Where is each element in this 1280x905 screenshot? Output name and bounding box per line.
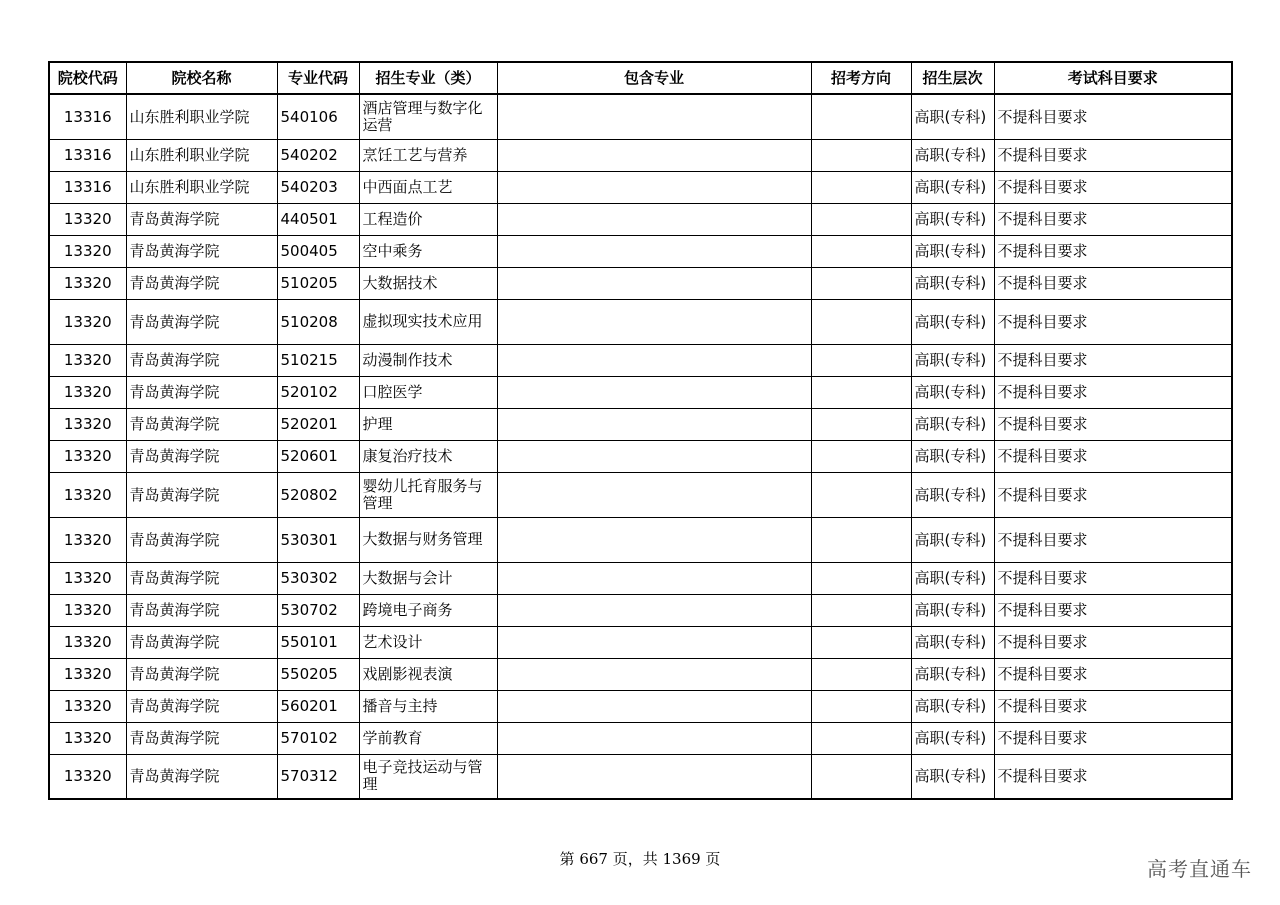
cell-included-majors bbox=[497, 754, 811, 799]
cell-school-code: 13320 bbox=[49, 722, 126, 754]
cell-level: 高职(专科) bbox=[911, 235, 994, 267]
watermark: 高考直通车 bbox=[1147, 857, 1252, 881]
cell-included-majors bbox=[497, 139, 811, 171]
cell-level: 高职(专科) bbox=[911, 690, 994, 722]
cell-school-code: 13320 bbox=[49, 754, 126, 799]
cell-level: 高职(专科) bbox=[911, 171, 994, 203]
cell-direction bbox=[811, 408, 911, 440]
cell-school-code: 13320 bbox=[49, 299, 126, 344]
header-major: 招生专业（类） bbox=[359, 62, 497, 94]
cell-level: 高职(专科) bbox=[911, 562, 994, 594]
header-direction: 招考方向 bbox=[811, 62, 911, 94]
cell-major-code: 540202 bbox=[277, 139, 359, 171]
cell-direction bbox=[811, 376, 911, 408]
cell-direction bbox=[811, 626, 911, 658]
cell-school-name: 青岛黄海学院 bbox=[126, 472, 277, 517]
cell-included-majors bbox=[497, 94, 811, 139]
cell-major-code: 540203 bbox=[277, 171, 359, 203]
cell-direction bbox=[811, 94, 911, 139]
cell-level: 高职(专科) bbox=[911, 594, 994, 626]
header-exam-requirement: 考试科目要求 bbox=[994, 62, 1232, 94]
cell-school-code: 13320 bbox=[49, 626, 126, 658]
cell-level: 高职(专科) bbox=[911, 440, 994, 472]
table-body bbox=[49, 94, 1232, 799]
cell-major: 护理 bbox=[359, 408, 497, 440]
cell-major-code: 510205 bbox=[277, 267, 359, 299]
cell-exam-requirement: 不提科目要求 bbox=[994, 722, 1232, 754]
header-level: 招生层次 bbox=[911, 62, 994, 94]
cell-included-majors bbox=[497, 344, 811, 376]
cell-level: 高职(专科) bbox=[911, 376, 994, 408]
cell-school-name: 山东胜利职业学院 bbox=[126, 139, 277, 171]
cell-school-name: 青岛黄海学院 bbox=[126, 722, 277, 754]
cell-major-code: 530301 bbox=[277, 517, 359, 562]
cell-level: 高职(专科) bbox=[911, 299, 994, 344]
cell-exam-requirement: 不提科目要求 bbox=[994, 139, 1232, 171]
cell-direction bbox=[811, 203, 911, 235]
cell-level: 高职(专科) bbox=[911, 139, 994, 171]
cell-major-code: 520102 bbox=[277, 376, 359, 408]
cell-included-majors bbox=[497, 658, 811, 690]
cell-level: 高职(专科) bbox=[911, 408, 994, 440]
cell-major-code: 510208 bbox=[277, 299, 359, 344]
cell-school-code: 13316 bbox=[49, 139, 126, 171]
cell-school-name: 青岛黄海学院 bbox=[126, 235, 277, 267]
cell-school-name: 青岛黄海学院 bbox=[126, 203, 277, 235]
cell-included-majors bbox=[497, 517, 811, 562]
table-row bbox=[49, 344, 1232, 376]
cell-school-name: 青岛黄海学院 bbox=[126, 267, 277, 299]
cell-major-code: 520201 bbox=[277, 408, 359, 440]
table-row bbox=[49, 267, 1232, 299]
cell-exam-requirement: 不提科目要求 bbox=[994, 203, 1232, 235]
cell-included-majors bbox=[497, 594, 811, 626]
table-row bbox=[49, 376, 1232, 408]
cell-exam-requirement: 不提科目要求 bbox=[994, 94, 1232, 139]
cell-direction bbox=[811, 267, 911, 299]
cell-school-name: 青岛黄海学院 bbox=[126, 562, 277, 594]
cell-exam-requirement: 不提科目要求 bbox=[994, 472, 1232, 517]
cell-school-code: 13320 bbox=[49, 690, 126, 722]
cell-major: 婴幼儿托育服务与管理 bbox=[359, 472, 497, 517]
cell-included-majors bbox=[497, 235, 811, 267]
cell-included-majors bbox=[497, 690, 811, 722]
cell-level: 高职(专科) bbox=[911, 344, 994, 376]
table-row bbox=[49, 171, 1232, 203]
cell-direction bbox=[811, 562, 911, 594]
cell-major-code: 550205 bbox=[277, 658, 359, 690]
cell-major: 电子竞技运动与管理 bbox=[359, 754, 497, 799]
cell-included-majors bbox=[497, 472, 811, 517]
cell-major: 康复治疗技术 bbox=[359, 440, 497, 472]
cell-major: 戏剧影视表演 bbox=[359, 658, 497, 690]
cell-school-code: 13320 bbox=[49, 235, 126, 267]
cell-major: 酒店管理与数字化运营 bbox=[359, 94, 497, 139]
cell-school-code: 13320 bbox=[49, 203, 126, 235]
table-row bbox=[49, 472, 1232, 517]
cell-school-name: 青岛黄海学院 bbox=[126, 690, 277, 722]
table-row bbox=[49, 203, 1232, 235]
cell-major: 动漫制作技术 bbox=[359, 344, 497, 376]
cell-major-code: 530702 bbox=[277, 594, 359, 626]
cell-direction bbox=[811, 594, 911, 626]
cell-major: 空中乘务 bbox=[359, 235, 497, 267]
cell-major: 大数据技术 bbox=[359, 267, 497, 299]
table-row bbox=[49, 94, 1232, 139]
cell-school-name: 青岛黄海学院 bbox=[126, 754, 277, 799]
header-school-name: 院校名称 bbox=[126, 62, 277, 94]
cell-school-name: 青岛黄海学院 bbox=[126, 299, 277, 344]
cell-school-code: 13320 bbox=[49, 594, 126, 626]
cell-direction bbox=[811, 517, 911, 562]
table-row bbox=[49, 408, 1232, 440]
cell-major: 工程造价 bbox=[359, 203, 497, 235]
cell-level: 高职(专科) bbox=[911, 267, 994, 299]
cell-school-code: 13320 bbox=[49, 376, 126, 408]
cell-major: 烹饪工艺与营养 bbox=[359, 139, 497, 171]
cell-school-name: 青岛黄海学院 bbox=[126, 626, 277, 658]
cell-major: 艺术设计 bbox=[359, 626, 497, 658]
cell-direction bbox=[811, 235, 911, 267]
cell-direction bbox=[811, 440, 911, 472]
cell-level: 高职(专科) bbox=[911, 722, 994, 754]
cell-exam-requirement: 不提科目要求 bbox=[994, 376, 1232, 408]
cell-exam-requirement: 不提科目要求 bbox=[994, 171, 1232, 203]
cell-direction bbox=[811, 299, 911, 344]
cell-school-name: 青岛黄海学院 bbox=[126, 517, 277, 562]
cell-school-name: 青岛黄海学院 bbox=[126, 408, 277, 440]
cell-major: 大数据与财务管理 bbox=[359, 517, 497, 562]
cell-included-majors bbox=[497, 299, 811, 344]
cell-school-code: 13316 bbox=[49, 171, 126, 203]
cell-major: 大数据与会计 bbox=[359, 562, 497, 594]
cell-major-code: 570102 bbox=[277, 722, 359, 754]
cell-school-code: 13320 bbox=[49, 562, 126, 594]
cell-direction bbox=[811, 139, 911, 171]
cell-major-code: 510215 bbox=[277, 344, 359, 376]
cell-included-majors bbox=[497, 203, 811, 235]
cell-exam-requirement: 不提科目要求 bbox=[994, 562, 1232, 594]
cell-school-name: 山东胜利职业学院 bbox=[126, 171, 277, 203]
cell-exam-requirement: 不提科目要求 bbox=[994, 690, 1232, 722]
cell-direction bbox=[811, 754, 911, 799]
cell-exam-requirement: 不提科目要求 bbox=[994, 626, 1232, 658]
cell-direction bbox=[811, 658, 911, 690]
header-major-code: 专业代码 bbox=[277, 62, 359, 94]
cell-school-code: 13320 bbox=[49, 472, 126, 517]
table-row bbox=[49, 562, 1232, 594]
cell-school-name: 青岛黄海学院 bbox=[126, 594, 277, 626]
cell-major: 学前教育 bbox=[359, 722, 497, 754]
cell-major: 中西面点工艺 bbox=[359, 171, 497, 203]
cell-included-majors bbox=[497, 376, 811, 408]
cell-included-majors bbox=[497, 722, 811, 754]
cell-school-name: 山东胜利职业学院 bbox=[126, 94, 277, 139]
cell-included-majors bbox=[497, 440, 811, 472]
cell-exam-requirement: 不提科目要求 bbox=[994, 344, 1232, 376]
cell-exam-requirement: 不提科目要求 bbox=[994, 440, 1232, 472]
cell-exam-requirement: 不提科目要求 bbox=[994, 754, 1232, 799]
cell-level: 高职(专科) bbox=[911, 517, 994, 562]
cell-major-code: 570312 bbox=[277, 754, 359, 799]
cell-school-code: 13320 bbox=[49, 658, 126, 690]
cell-major-code: 550101 bbox=[277, 626, 359, 658]
cell-major: 虚拟现实技术应用 bbox=[359, 299, 497, 344]
table-row bbox=[49, 299, 1232, 344]
table-row bbox=[49, 139, 1232, 171]
cell-major: 播音与主持 bbox=[359, 690, 497, 722]
cell-major-code: 440501 bbox=[277, 203, 359, 235]
cell-direction bbox=[811, 344, 911, 376]
cell-level: 高职(专科) bbox=[911, 626, 994, 658]
table-row bbox=[49, 517, 1232, 562]
cell-direction bbox=[811, 722, 911, 754]
table-row bbox=[49, 440, 1232, 472]
cell-school-name: 青岛黄海学院 bbox=[126, 658, 277, 690]
cell-level: 高职(专科) bbox=[911, 472, 994, 517]
header-school-code: 院校代码 bbox=[49, 62, 126, 94]
cell-level: 高职(专科) bbox=[911, 754, 994, 799]
page-number: 第 667 页，共 1369 页 bbox=[559, 850, 721, 868]
table-row bbox=[49, 626, 1232, 658]
cell-major-code: 520601 bbox=[277, 440, 359, 472]
cell-level: 高职(专科) bbox=[911, 203, 994, 235]
cell-direction bbox=[811, 690, 911, 722]
cell-school-code: 13320 bbox=[49, 344, 126, 376]
cell-direction bbox=[811, 171, 911, 203]
table-row bbox=[49, 754, 1232, 799]
cell-school-code: 13316 bbox=[49, 94, 126, 139]
cell-exam-requirement: 不提科目要求 bbox=[994, 408, 1232, 440]
cell-school-code: 13320 bbox=[49, 267, 126, 299]
cell-included-majors bbox=[497, 562, 811, 594]
cell-included-majors bbox=[497, 626, 811, 658]
cell-school-code: 13320 bbox=[49, 440, 126, 472]
cell-exam-requirement: 不提科目要求 bbox=[994, 235, 1232, 267]
cell-included-majors bbox=[497, 267, 811, 299]
cell-exam-requirement: 不提科目要求 bbox=[994, 594, 1232, 626]
cell-exam-requirement: 不提科目要求 bbox=[994, 517, 1232, 562]
cell-school-code: 13320 bbox=[49, 408, 126, 440]
cell-school-name: 青岛黄海学院 bbox=[126, 440, 277, 472]
cell-included-majors bbox=[497, 171, 811, 203]
table-row bbox=[49, 235, 1232, 267]
table-row bbox=[49, 690, 1232, 722]
cell-major-code: 520802 bbox=[277, 472, 359, 517]
cell-level: 高职(专科) bbox=[911, 658, 994, 690]
table-row bbox=[49, 594, 1232, 626]
cell-major-code: 530302 bbox=[277, 562, 359, 594]
cell-major: 口腔医学 bbox=[359, 376, 497, 408]
cell-exam-requirement: 不提科目要求 bbox=[994, 658, 1232, 690]
cell-major-code: 500405 bbox=[277, 235, 359, 267]
admissions-table bbox=[48, 61, 1233, 800]
cell-school-name: 青岛黄海学院 bbox=[126, 344, 277, 376]
cell-major: 跨境电子商务 bbox=[359, 594, 497, 626]
cell-major-code: 560201 bbox=[277, 690, 359, 722]
table-row bbox=[49, 722, 1232, 754]
cell-school-name: 青岛黄海学院 bbox=[126, 376, 277, 408]
cell-exam-requirement: 不提科目要求 bbox=[994, 267, 1232, 299]
cell-direction bbox=[811, 472, 911, 517]
cell-exam-requirement: 不提科目要求 bbox=[994, 299, 1232, 344]
cell-included-majors bbox=[497, 408, 811, 440]
table-header bbox=[49, 62, 1232, 94]
cell-major-code: 540106 bbox=[277, 94, 359, 139]
cell-level: 高职(专科) bbox=[911, 94, 994, 139]
table-row bbox=[49, 658, 1232, 690]
cell-school-code: 13320 bbox=[49, 517, 126, 562]
header-included-majors: 包含专业 bbox=[497, 62, 811, 94]
